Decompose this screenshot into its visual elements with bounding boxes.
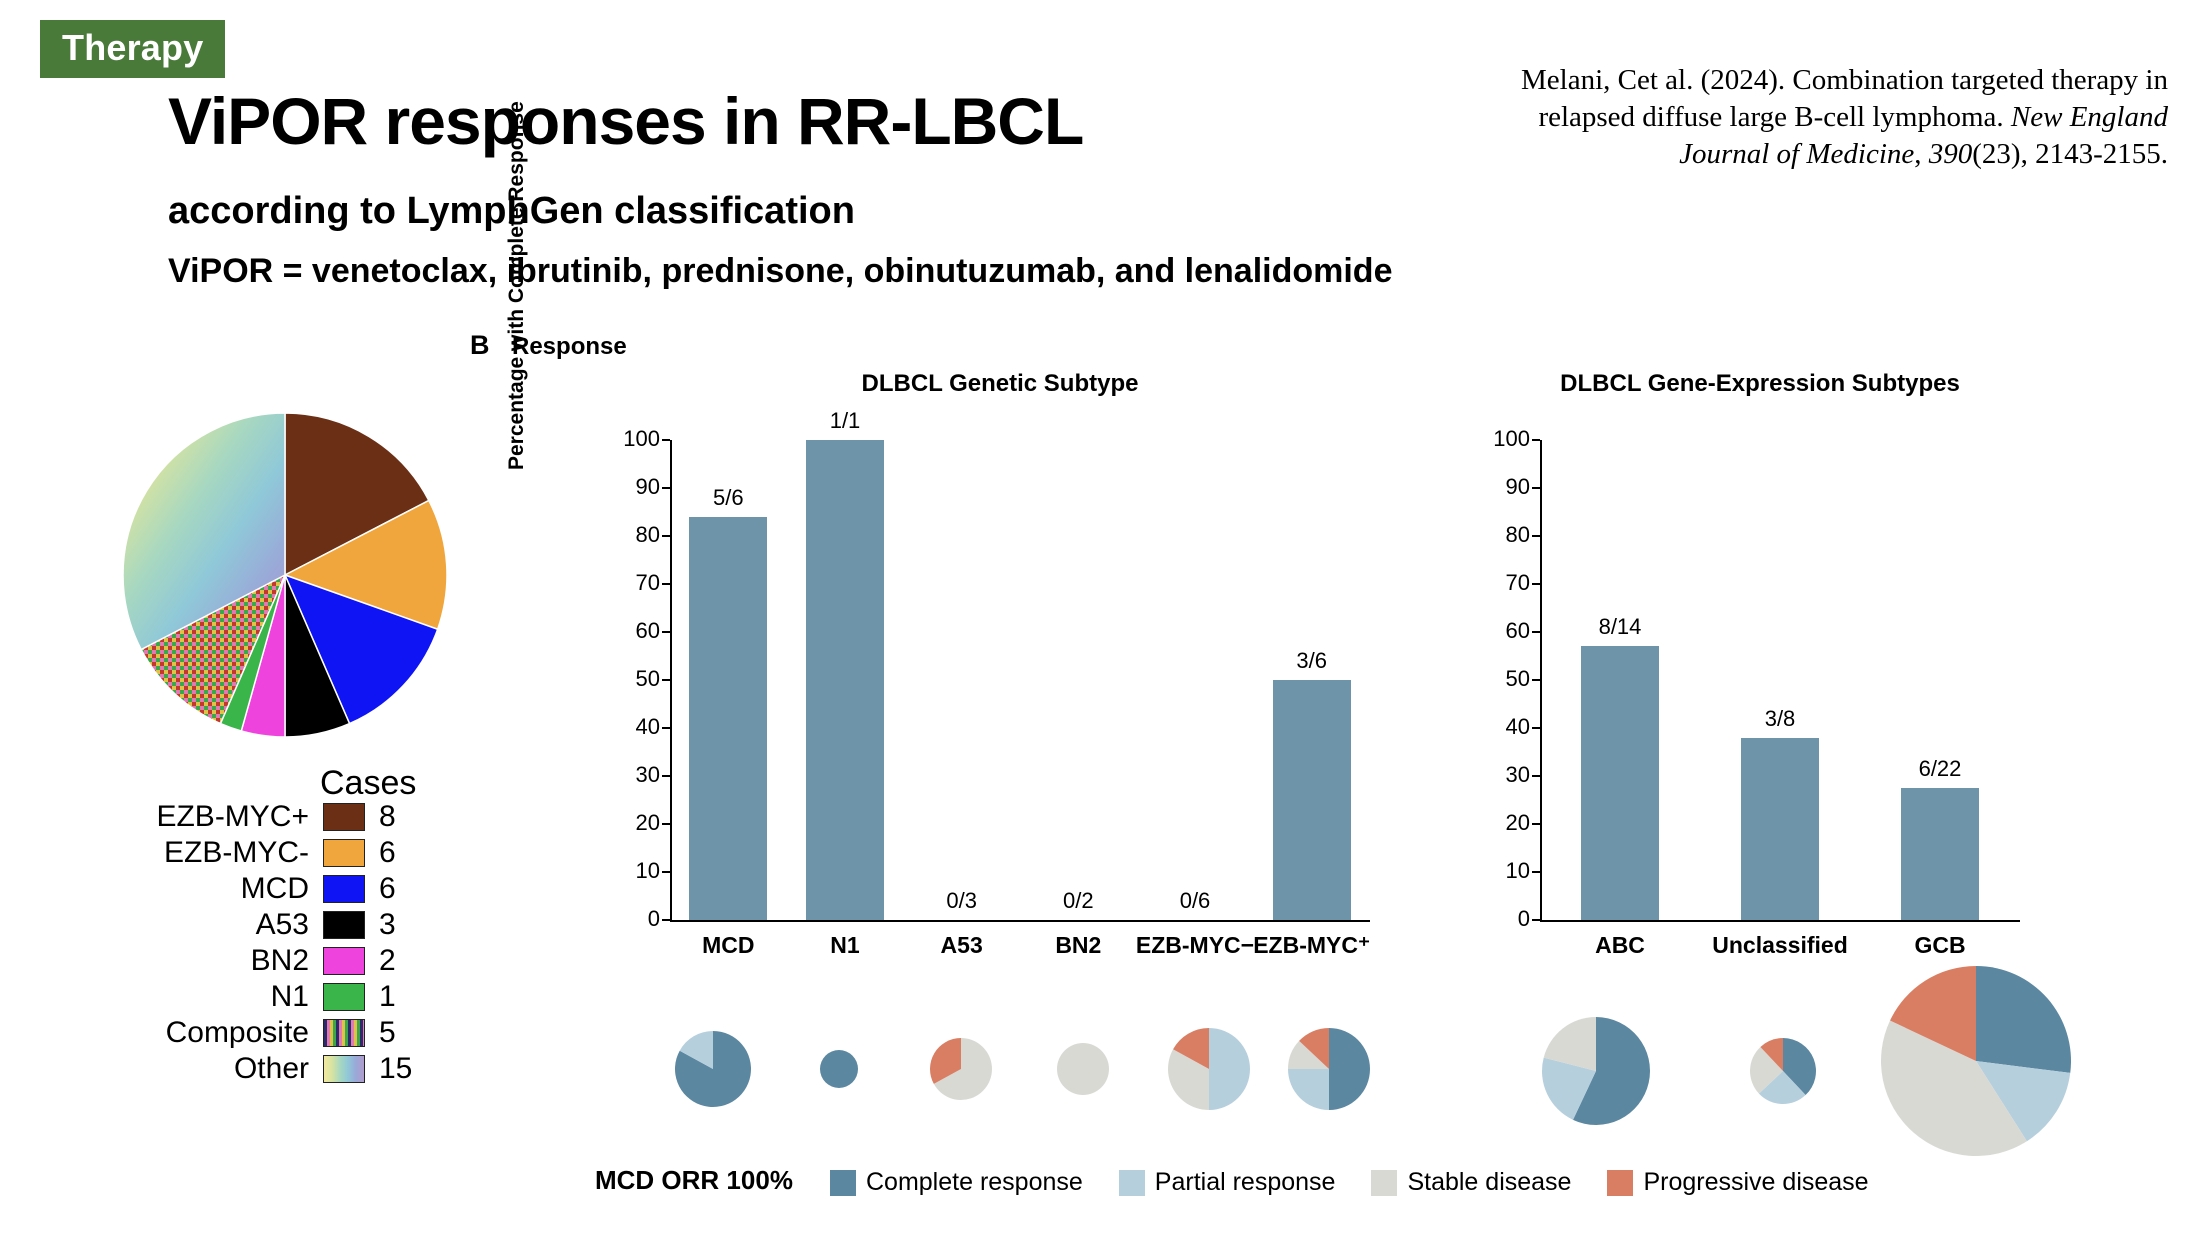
response-pies-genetic <box>560 1000 1400 1140</box>
bar-value-label: 0/6 <box>1179 888 1211 913</box>
y-tick-mark <box>662 535 670 537</box>
response-legend-swatch <box>1371 1170 1397 1196</box>
response-legend-item <box>1119 1168 1336 1197</box>
legend-label: EZB-MYC- <box>164 836 309 869</box>
y-tick-mark <box>1532 919 1540 921</box>
y-tick-label: 100 <box>1493 426 1530 451</box>
y-tick-mark <box>662 727 670 729</box>
legend-swatch-other <box>323 1055 365 1083</box>
legend-row <box>95 1052 415 1086</box>
pie-slice <box>820 1050 858 1088</box>
bar-unclassified <box>1741 738 1819 920</box>
citation-text-3: (23), 2143-2155. <box>1972 138 2168 171</box>
panel-b-letter: B <box>470 330 490 360</box>
chart1-title: DLBCL Genetic Subtype <box>861 370 1139 397</box>
legend-swatch-composite <box>323 1019 365 1047</box>
response-legend-item <box>1371 1168 1571 1197</box>
y-tick-label: 10 <box>1505 858 1530 883</box>
y-tick-label: 30 <box>635 762 660 787</box>
legend-row <box>95 872 415 906</box>
legend-count: 6 <box>379 872 396 905</box>
x-category-label: EZB-MYC⁺ <box>1253 932 1371 958</box>
response-legend-label: Stable disease <box>1407 1168 1572 1196</box>
dlbcl-genetic-subtype-chart <box>560 408 1400 958</box>
legend-label: MCD <box>240 872 309 905</box>
y-tick-label: 20 <box>1505 810 1530 835</box>
x-category-label: ABC <box>1595 932 1645 958</box>
bar-n1 <box>806 440 884 920</box>
y-tick-label: 60 <box>635 618 660 643</box>
y-tick-label: 70 <box>1505 570 1530 595</box>
legend-row <box>95 908 415 942</box>
legend-label: N1 <box>270 980 309 1013</box>
bar-value-label: 0/3 <box>946 888 977 913</box>
panel-b-label: Response <box>512 333 627 360</box>
bar-value-label: 6/22 <box>1918 756 1962 781</box>
y-tick-label: 70 <box>635 570 660 595</box>
y-tick-label: 0 <box>1517 906 1530 931</box>
response-legend-item <box>830 1168 1083 1197</box>
bar-abc <box>1581 646 1659 920</box>
response-pie-n1 <box>819 1049 859 1089</box>
bar-value-label: 0/2 <box>1063 888 1094 913</box>
response-pie-mcd <box>674 1030 752 1108</box>
x-category-label: EZB-MYC− <box>1135 932 1255 958</box>
response-legend-item <box>1607 1168 1868 1197</box>
bar-value-label: 3/6 <box>1296 648 1327 673</box>
y-tick-label: 90 <box>1505 474 1530 499</box>
y-tick-mark <box>1532 679 1540 681</box>
bar-mcd <box>689 517 767 920</box>
legend-label: Other <box>233 1052 309 1085</box>
y-tick-mark <box>1532 775 1540 777</box>
y-tick-label: 20 <box>635 810 660 835</box>
legend-row <box>95 980 415 1014</box>
therapy-badge: Therapy <box>40 20 225 78</box>
pie-slice <box>1976 966 2071 1073</box>
y-tick-label: 40 <box>635 714 660 739</box>
case-legend <box>95 764 417 1088</box>
response-pie-unclassified <box>1749 1037 1817 1105</box>
response-pies-expression <box>1430 960 2080 1150</box>
response-pie-a53 <box>929 1037 993 1101</box>
y-axis <box>1540 440 1542 920</box>
citation <box>1508 62 2168 173</box>
lymphgen-case-pie-svg <box>120 410 450 740</box>
legend-swatch-ezb-myc- <box>323 839 365 867</box>
y-tick-label: 50 <box>1505 666 1530 691</box>
x-category-label: N1 <box>830 932 860 958</box>
citation-text-2: , <box>1914 138 1929 171</box>
page-subtitle: according to LymphGen classification <box>168 190 855 232</box>
y-tick-mark <box>1532 487 1540 489</box>
legend-row <box>95 944 415 978</box>
y-tick-mark <box>662 631 670 633</box>
x-category-label: GCB <box>1914 932 1966 958</box>
response-pie-abc <box>1541 1016 1651 1126</box>
bar-value-label: 3/8 <box>1764 705 1796 731</box>
response-legend-label: Progressive disease <box>1643 1168 1869 1196</box>
bar-value-label: 8/14 <box>1598 614 1642 640</box>
citation-volume: 390 <box>1928 138 1973 171</box>
legend-count: 5 <box>379 1016 396 1049</box>
y-tick-label: 90 <box>635 474 660 499</box>
y-tick-mark <box>662 775 670 777</box>
x-category-label: BN2 <box>1055 932 1102 958</box>
y-tick-mark <box>662 871 670 873</box>
y-tick-mark <box>1532 823 1540 825</box>
bar-ezb-myc- <box>1273 680 1351 920</box>
y-tick-mark <box>662 439 670 441</box>
y-tick-label: 80 <box>635 522 660 547</box>
mcd-orr-note: MCD ORR 100% <box>595 1165 793 1195</box>
legend-label: A53 <box>255 908 309 941</box>
x-category-label: MCD <box>702 932 755 958</box>
response-legend <box>830 1168 1905 1197</box>
y-tick-mark <box>1532 439 1540 441</box>
y-tick-mark <box>1532 727 1540 729</box>
response-legend-label: Partial response <box>1154 1168 1336 1196</box>
pie-slice <box>1057 1043 1109 1095</box>
page-title: ViPOR responses in RR-LBCL <box>168 84 1084 158</box>
chart2-title: DLBCL Gene-Expression Subtypes <box>1560 370 1960 397</box>
legend-row <box>95 800 415 834</box>
dlbcl-gene-expression-chart <box>1430 426 2080 958</box>
legend-count: 2 <box>379 944 396 977</box>
response-pie-ezb-myc- <box>1167 1027 1251 1111</box>
case-legend-title: Cases <box>320 764 417 802</box>
legend-label: Composite <box>165 1016 309 1049</box>
y-tick-label: 80 <box>1505 522 1530 547</box>
legend-label: EZB-MYC+ <box>156 800 309 833</box>
response-pie-bn2 <box>1056 1042 1110 1096</box>
y-tick-mark <box>1532 631 1540 633</box>
y-tick-mark <box>1532 583 1540 585</box>
y-tick-mark <box>662 823 670 825</box>
response-legend-swatch <box>830 1170 856 1196</box>
bar-value-label: 1/1 <box>829 408 861 433</box>
legend-swatch-mcd <box>323 875 365 903</box>
y-tick-label: 40 <box>1505 714 1530 739</box>
legend-count: 8 <box>379 800 396 833</box>
response-legend-swatch <box>1607 1170 1633 1196</box>
y-tick-label: 10 <box>635 858 660 883</box>
legend-count: 6 <box>379 836 396 869</box>
pie-slice <box>1288 1069 1329 1110</box>
y-tick-label: 30 <box>1505 762 1530 787</box>
y-tick-mark <box>662 583 670 585</box>
legend-swatch-bn2 <box>323 947 365 975</box>
response-legend-label: Complete response <box>866 1168 1083 1196</box>
x-axis <box>1540 920 2020 922</box>
legend-count: 15 <box>379 1052 413 1085</box>
page-subtitle-definition: ViPOR = venetoclax, ibrutinib, prednisone, obinutuzumab, and lenalidomide <box>168 252 1393 290</box>
legend-label: BN2 <box>250 944 309 977</box>
x-axis <box>670 920 1370 922</box>
y-tick-label: 50 <box>635 666 660 691</box>
y-axis <box>670 440 672 920</box>
pie-slice <box>1329 1028 1370 1110</box>
response-pie-gcb <box>1880 965 2072 1157</box>
legend-row <box>95 1016 415 1050</box>
y-tick-mark <box>662 679 670 681</box>
bar-gcb <box>1901 788 1979 920</box>
y-tick-mark <box>662 919 670 921</box>
x-category-label: A53 <box>940 932 983 958</box>
response-pie-ezb-myc- <box>1287 1027 1371 1111</box>
legend-swatch-a53 <box>323 911 365 939</box>
y-tick-label: 0 <box>647 906 660 931</box>
legend-swatch-ezb-myc- <box>323 803 365 831</box>
legend-row <box>95 836 415 870</box>
response-legend-swatch <box>1119 1170 1145 1196</box>
y-tick-mark <box>1532 871 1540 873</box>
legend-swatch-n1 <box>323 983 365 1011</box>
citation-text-1: Melani, Cet al. (2024). Combination targeted therapy in relapsed diffuse large B-cell lymphoma. <box>1521 64 2168 134</box>
lymphgen-case-pie <box>120 410 450 740</box>
x-category-label: Unclassified <box>1712 932 1848 958</box>
bar-value-label: 5/6 <box>713 484 744 510</box>
pie-slice <box>1209 1028 1250 1110</box>
y-tick-label: 100 <box>623 426 660 451</box>
y-tick-label: 60 <box>1505 618 1530 643</box>
chart1-y-axis-label: Percentage with Complete Response <box>505 101 528 470</box>
legend-count: 3 <box>379 908 396 941</box>
citation-journal: New England Journal of Medicine <box>1679 101 2168 171</box>
legend-count: 1 <box>379 980 396 1013</box>
y-tick-mark <box>1532 535 1540 537</box>
y-tick-mark <box>662 487 670 489</box>
